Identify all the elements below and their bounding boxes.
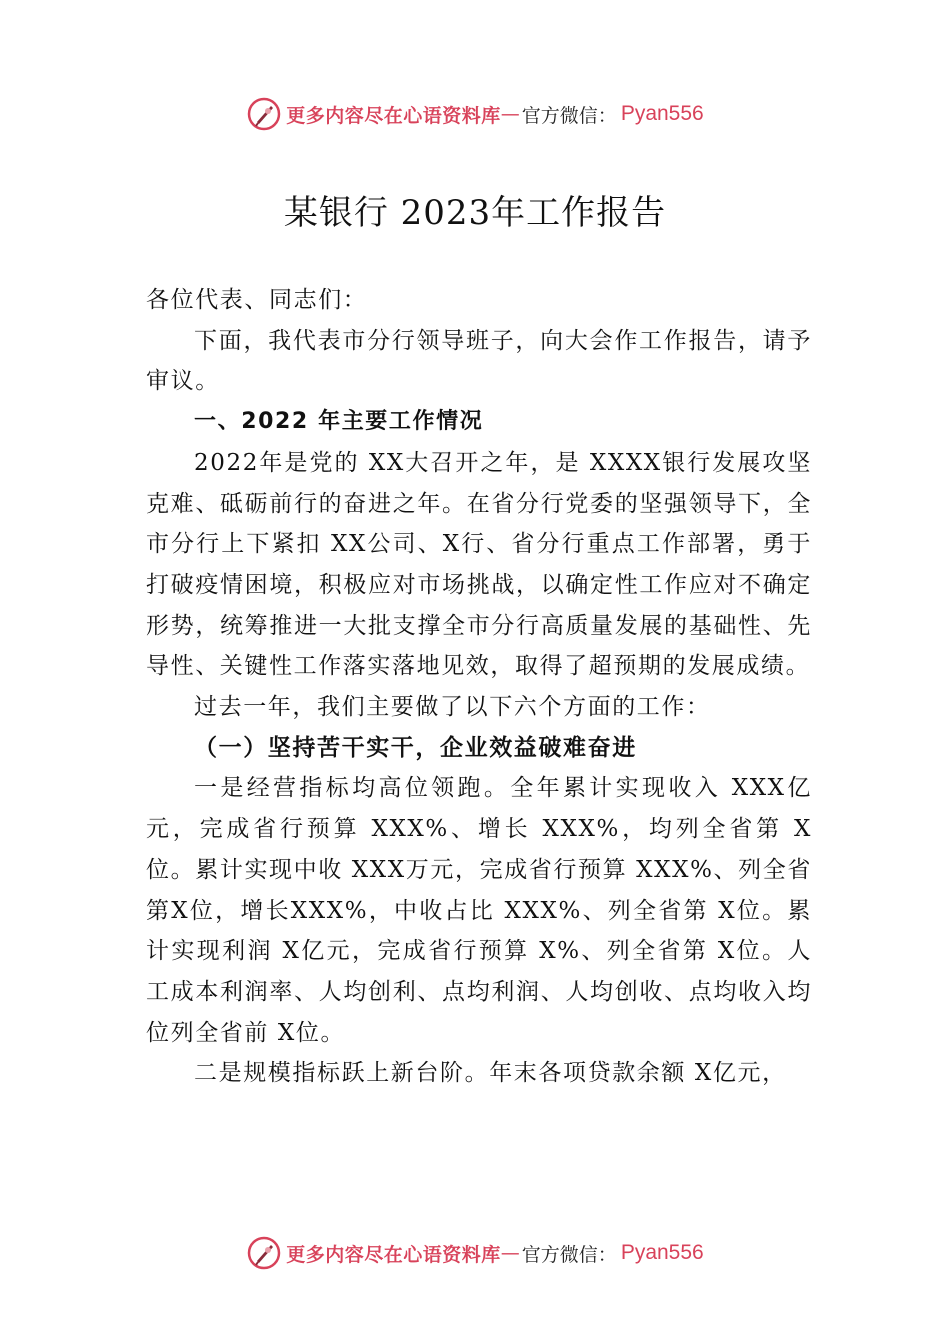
salutation: 各位代表、同志们： xyxy=(146,287,368,313)
quill-logo-icon xyxy=(246,96,282,132)
subsection-heading: （一）坚持苦干实干，企业效益破难奋进 xyxy=(194,733,637,761)
watermark-wechat-id: Pyan556 xyxy=(620,102,704,125)
watermark-label: 官方微信： xyxy=(521,1243,617,1266)
watermark-wechat-id: Pyan556 xyxy=(620,1241,704,1264)
watermark-banner-top xyxy=(0,94,950,134)
document-body xyxy=(146,280,812,1094)
paragraph: 一是经营指标均高位领跑。全年累计实现收入 XXX亿元，完成省行预算 XXX%、增长 XXX%，均列全省第 X位。累计实现中收 XXX万元，完成省行预算 XXX%、列全省第X位，增长XXX%，中收占比 XXX%、列全省第 X位。累计实现利润 X亿元，完成省行预算 X%、列全省第 X位。人工成本利润率、人均创利、点均利润、人均创收、点均收入均位列全省前 X位。 xyxy=(146,775,812,1046)
watermark-separator: — xyxy=(500,1242,520,1264)
quill-logo-icon xyxy=(246,1235,282,1271)
watermark-text: 更多内容尽在心语资料库 xyxy=(286,104,501,127)
intro-paragraph: 下面，我代表市分行领导班子，向大会作工作报告，请予审议。 xyxy=(146,327,812,395)
watermark-banner-bottom xyxy=(0,1233,950,1273)
document-title: 某银行 2023年工作报告 xyxy=(283,193,667,233)
watermark-separator: — xyxy=(500,103,520,125)
paragraph: 过去一年，我们主要做了以下六个方面的工作： xyxy=(194,694,711,721)
paragraph: 2022年是党的 XX大召开之年，是 XXXX银行发展攻坚克难、砥砺前行的奋进之年。在省分行党委的坚强领导下，全市分行上下紧扣 XX公司、X行、省分行重点工作部署，勇于打破疫情困境，积极应对市场挑战，以确定性工作应对不确定形势，统筹推进一大批支撑全市分行高质量发展的基础性、先导性、关键性工作落实落地见效，取得了超预期的发展成绩。 xyxy=(146,449,812,680)
watermark-label: 官方微信： xyxy=(521,104,617,127)
section-heading: 一、2022 年主要工作情况 xyxy=(194,409,484,435)
watermark-text: 更多内容尽在心语资料库 xyxy=(286,1243,501,1266)
paragraph: 二是规模指标跃上新台阶。年末各项贷款余额 X亿元， xyxy=(194,1060,787,1087)
